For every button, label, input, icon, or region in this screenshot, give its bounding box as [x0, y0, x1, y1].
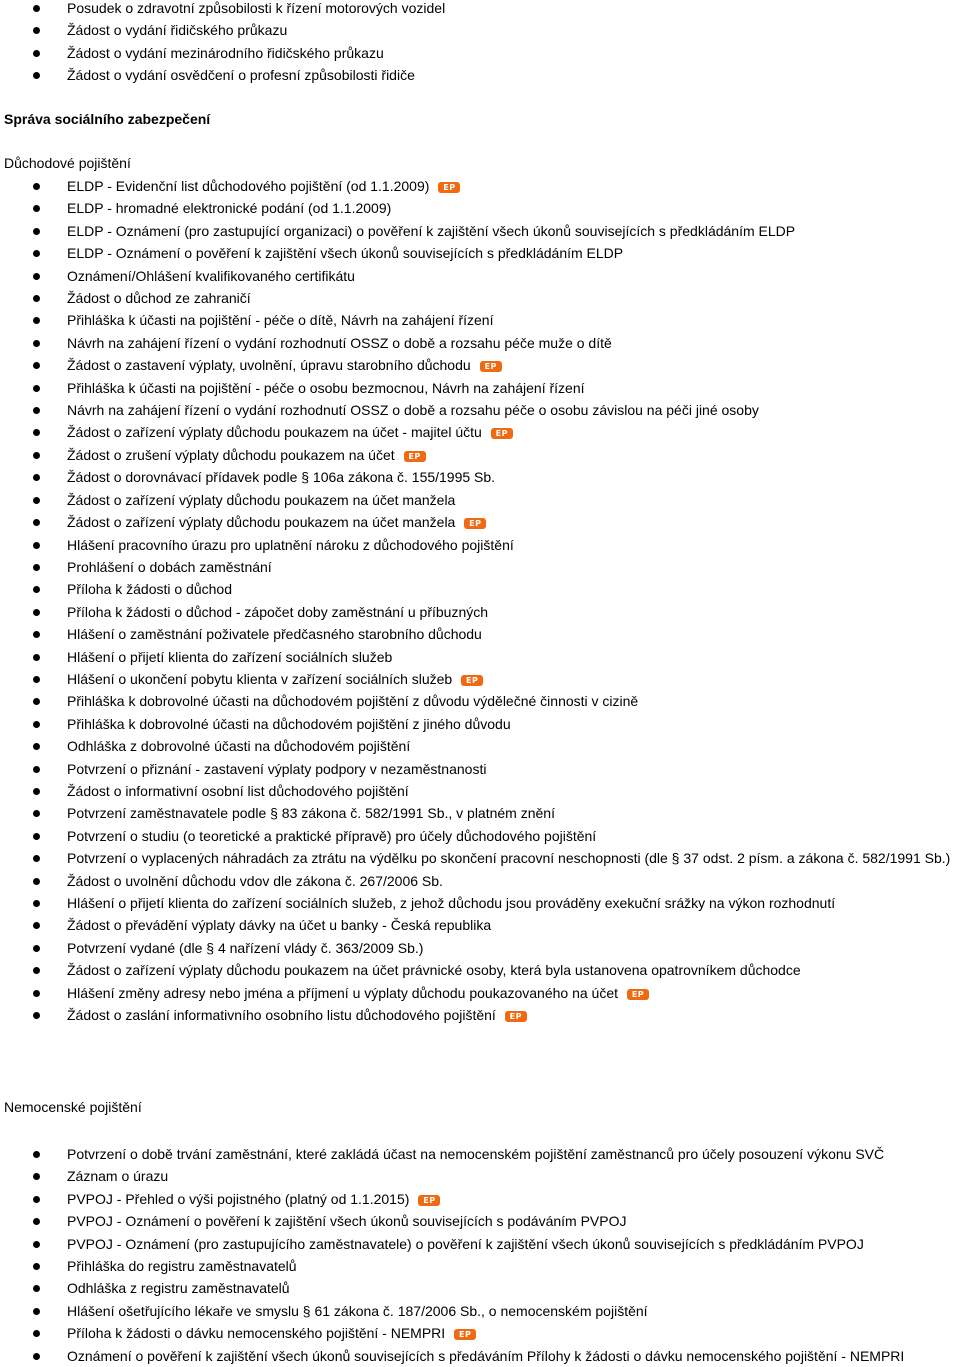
list-item-text: Přihláška do registru zaměstnavatelů	[67, 1258, 297, 1275]
list-item-text: Žádost o vydání řidičského průkazu	[67, 22, 288, 39]
list-item	[0, 19, 960, 41]
bullet-icon	[33, 183, 40, 190]
list-item	[0, 309, 960, 331]
bullet-icon	[33, 542, 40, 549]
bullet-icon	[33, 1263, 40, 1270]
list-item	[0, 1322, 960, 1344]
list-item	[0, 914, 960, 936]
bullet-icon	[33, 1173, 40, 1180]
list-item	[0, 1188, 960, 1210]
list-item-text: Prohlášení o dobách zaměstnání	[67, 558, 272, 575]
bullet-icon	[33, 1353, 40, 1360]
list-item-text: PVPOJ - Oznámení o pověření k zajištění všech úkonů souvisejících s podáváním PVPOJ	[67, 1213, 627, 1230]
bullet-icon	[33, 878, 40, 885]
list-item	[0, 377, 960, 399]
list-item	[0, 668, 960, 690]
bullet-icon	[33, 228, 40, 235]
list-item	[0, 690, 960, 712]
bullet-icon	[33, 833, 40, 840]
list-item	[0, 354, 960, 376]
list-item	[0, 1165, 960, 1187]
list-item	[0, 1277, 960, 1299]
bullet-icon	[33, 429, 40, 436]
bullet-icon	[33, 945, 40, 952]
bullet-icon	[33, 676, 40, 683]
list-item-text: PVPOJ - Přehled o výši pojistného (platný od 1.1.2015)	[67, 1190, 410, 1207]
list-item	[0, 623, 960, 645]
list-item-text: ELDP - Oznámení (pro zastupující organizaci) o pověření k zajištění všech úkonů souvisejících s předkládáním ELDP	[67, 222, 796, 239]
list-item	[0, 892, 960, 914]
list-item	[0, 1143, 960, 1165]
list-item-text: Odhláška z dobrovolné účasti na důchodovém pojištění	[67, 738, 411, 755]
list-item-text: Potvrzení o přiznání - zastavení výplaty podpory v nezaměstnanosti	[67, 760, 487, 777]
bullet-icon	[33, 362, 40, 369]
list-item-text: Přihláška k účasti na pojištění - péče o dítě, Návrh na zahájení řízení	[67, 312, 494, 329]
list-item-text: ELDP - Oznámení o pověření k zajištění všech úkonů souvisejících s předkládáním ELDP	[67, 245, 624, 262]
section-title: Správa sociálního zabezpečení	[4, 111, 211, 127]
bullet-icon	[33, 810, 40, 817]
list-item	[0, 197, 960, 219]
bullet-icon	[33, 452, 40, 459]
list-item	[0, 1345, 960, 1367]
list-item-text: Žádost o informativní osobní list důchodového pojištění	[67, 782, 409, 799]
list-item	[0, 42, 960, 64]
list-item-text: Příloha k žádosti o dávku nemocenského pojištění - NEMPRI	[67, 1325, 446, 1342]
list-item	[0, 758, 960, 780]
list-item	[0, 399, 960, 421]
bullet-icon	[33, 250, 40, 257]
bullet-icon	[33, 5, 40, 12]
bullet-icon	[33, 519, 40, 526]
list-item-text: Přihláška k účasti na pojištění - péče o osobu bezmocnou, Návrh na zahájení řízení	[67, 379, 585, 396]
list-item	[0, 332, 960, 354]
subsection-title-nemocenske: Nemocenské pojištění	[4, 1099, 142, 1115]
list-item-text: Přihláška k dobrovolné účasti na důchodovém pojištění z důvodu výdělečné činnosti v cizině	[67, 693, 639, 710]
ep-badge-icon[interactable]: EP	[464, 518, 486, 529]
bullet-icon	[33, 385, 40, 392]
bullet-icon	[33, 788, 40, 795]
bullet-icon	[33, 586, 40, 593]
bullet-icon	[33, 340, 40, 347]
list-item-text: ELDP - hromadné elektronické podání (od 1.1.2009)	[67, 200, 392, 217]
bullet-icon	[33, 72, 40, 79]
list-item-text: Žádost o vydání osvědčení o profesní způsobilosti řidiče	[67, 67, 415, 84]
bullet-icon	[33, 564, 40, 571]
list-item-text: Hlášení o zaměstnání poživatele předčasného starobního důchodu	[67, 626, 482, 643]
subsection-title-duchodove: Důchodové pojištění	[4, 155, 131, 171]
list-item	[0, 242, 960, 264]
list-item-text: Hlášení o přijetí klienta do zařízení sociálních služeb	[67, 648, 393, 665]
list-item	[0, 735, 960, 757]
bullet-icon	[33, 407, 40, 414]
ep-badge-icon[interactable]: EP	[627, 989, 649, 1000]
list-item-text: Potvrzení o studiu (o teoretické a praktické přípravě) pro účely důchodového pojištění	[67, 827, 597, 844]
bullet-icon	[33, 205, 40, 212]
bullet-icon	[33, 317, 40, 324]
list-item-text: Potvrzení vydané (dle § 4 nařízení vlády č. 363/2009 Sb.)	[67, 939, 424, 956]
bullet-icon	[33, 1285, 40, 1292]
bullet-icon	[33, 27, 40, 34]
list-item	[0, 646, 960, 668]
list-item-text: Posudek o zdravotní způsobilosti k řízení motorových vozidel	[67, 0, 446, 16]
bullet-icon	[33, 1151, 40, 1158]
bullet-icon	[33, 273, 40, 280]
list-item-text: Hlášení ošetřujícího lékaře ve smyslu § 61 zákona č. 187/2006 Sb., o nemocenském pojištění	[67, 1302, 648, 1319]
list-item-text: Hlášení o ukončení pobytu klienta v zařízení sociálních služeb	[67, 670, 453, 687]
list-item	[0, 64, 960, 86]
list-item	[0, 959, 960, 981]
ep-badge-icon[interactable]: EP	[454, 1329, 476, 1340]
list-item	[0, 265, 960, 287]
ep-badge-icon[interactable]: EP	[505, 1011, 527, 1022]
list-item	[0, 175, 960, 197]
bullet-icon	[33, 698, 40, 705]
list-item-text: Žádost o uvolnění důchodu vdov dle zákona č. 267/2006 Sb.	[67, 872, 443, 889]
list-item	[0, 421, 960, 443]
list-item	[0, 982, 960, 1004]
list-item-text: Hlášení o přijetí klienta do zařízení sociálních služeb, z jehož důchodu jsou prováděny exekuční srážky na výkon rozhodnutí	[67, 895, 836, 911]
bullet-icon	[33, 766, 40, 773]
list-item-text: Záznam o úrazu	[67, 1168, 169, 1185]
list-item-text: Žádost o zařízení výplaty důchodu poukazem na účet - majitel účtu	[67, 424, 482, 441]
list-item-text: Žádost o zaslání informativního osobního listu důchodového pojištění	[67, 1007, 496, 1024]
ep-badge-icon[interactable]: EP	[461, 675, 483, 686]
list-item	[0, 287, 960, 309]
list-item	[0, 0, 960, 19]
bullet-icon	[33, 1218, 40, 1225]
list-item	[0, 220, 960, 242]
bullet-icon	[33, 900, 40, 907]
bullet-icon	[33, 1012, 40, 1019]
list-item	[0, 825, 960, 847]
list-item-text: Žádost o zařízení výplaty důchodu poukazem na účet právnické osoby, která byla ustanovena opatrovníkem důchodce	[67, 962, 801, 979]
list-item	[0, 534, 960, 556]
ep-badge-icon[interactable]: EP	[491, 428, 513, 439]
list-item-text: Odhláška z registru zaměstnavatelů	[67, 1280, 290, 1297]
list-item	[0, 444, 960, 466]
list-item-text: Žádost o zrušení výplaty důchodu poukazem na účet	[67, 446, 395, 463]
bullet-icon	[33, 1330, 40, 1337]
ep-badge-icon[interactable]: EP	[418, 1195, 440, 1206]
list-item-text: Žádost o vydání mezinárodního řidičského průkazu	[67, 44, 384, 61]
bullet-icon	[33, 990, 40, 997]
list-item-text: Příloha k žádosti o důchod	[67, 581, 232, 598]
ep-badge-icon[interactable]: EP	[404, 451, 426, 462]
list-item	[0, 1004, 960, 1026]
bullet-icon	[33, 631, 40, 638]
bullet-icon	[33, 654, 40, 661]
list-item	[0, 870, 960, 892]
list-item	[0, 601, 960, 623]
list-item	[0, 511, 960, 533]
list-item-text: Žádost o zařízení výplaty důchodu poukazem na účet manžela	[67, 491, 456, 508]
list-item-text: Návrh na zahájení řízení o vydání rozhodnutí OSSZ o době a rozsahu péče muže o dítě	[67, 334, 612, 351]
list-item-text: Potvrzení zaměstnavatele podle § 83 zákona č. 582/1991 Sb., v platném znění	[67, 805, 555, 822]
bullet-icon	[33, 609, 40, 616]
bullet-icon	[33, 1196, 40, 1203]
list-item	[0, 713, 960, 735]
list-item-text: Návrh na zahájení řízení o vydání rozhodnutí OSSZ o době a rozsahu péče o osobu závislou na péči jiné osoby	[67, 402, 759, 419]
bullet-icon	[33, 743, 40, 750]
list-item-text: Žádost o důchod ze zahraničí	[67, 290, 251, 307]
ep-badge-icon[interactable]: EP	[480, 361, 502, 372]
list-item	[0, 1255, 960, 1277]
list-item-text: Oznámení o pověření k zajištění všech úkonů souvisejících s předáváním Přílohy k žádosti o dávku nemocenského pojištění - NEMPRI	[67, 1347, 905, 1364]
list-item-text: Hlášení pracovního úrazu pro uplatnění nároku z důchodového pojištění	[67, 536, 514, 553]
bullet-icon	[33, 1241, 40, 1248]
bullet-icon	[33, 1308, 40, 1315]
bullet-icon	[33, 474, 40, 481]
list-item-text: Potvrzení o době trvání zaměstnání, které zakládá účast na nemocenském pojištění zaměstnanců pro účely posouzení výkonu SVČ	[67, 1146, 885, 1162]
top-list	[0, 0, 960, 87]
nemocenske-list	[0, 1143, 960, 1367]
list-item-text: Žádost o dorovnávací přídavek podle § 106a zákona č. 155/1995 Sb.	[67, 469, 496, 486]
list-item-text: Oznámení/Ohlášení kvalifikovaného certifikátu	[67, 267, 355, 284]
bullet-icon	[33, 497, 40, 504]
list-item	[0, 578, 960, 600]
list-item	[0, 1300, 960, 1322]
bullet-icon	[33, 967, 40, 974]
bullet-icon	[33, 855, 40, 862]
list-item	[0, 802, 960, 824]
list-item	[0, 1210, 960, 1232]
list-item-text: Žádost o převádění výplaty dávky na účet u banky - Česká republika	[67, 917, 492, 934]
list-item-text: Potvrzení o vyplacených náhradách za ztrátu na výdělku po skončení pracovní neschopnosti (dle § 37 odst. 2 písm. a zákona č. 582/1991 Sb.)	[67, 850, 951, 867]
list-item-text: Žádost o zařízení výplaty důchodu poukazem na účet manžela	[67, 514, 456, 531]
bullet-icon	[33, 295, 40, 302]
list-item-text: Hlášení změny adresy nebo jména a příjmení u výplaty důchodu poukazovaného na účet	[67, 984, 619, 1001]
list-item	[0, 489, 960, 511]
bullet-icon	[33, 50, 40, 57]
list-item	[0, 1233, 960, 1255]
list-item-text: Přihláška k dobrovolné účasti na důchodovém pojištění z jiného důvodu	[67, 715, 511, 732]
bullet-icon	[33, 922, 40, 929]
list-item	[0, 780, 960, 802]
list-item-text: Žádost o zastavení výplaty, uvolnění, úpravu starobního důchodu	[67, 357, 471, 374]
list-item-text: Příloha k žádosti o důchod - zápočet doby zaměstnání u příbuzných	[67, 603, 489, 620]
list-item-text: ELDP - Evidenční list důchodového pojištění (od 1.1.2009)	[67, 178, 430, 194]
list-item	[0, 556, 960, 578]
list-item-text: PVPOJ - Oznámení (pro zastupujícího zaměstnavatele) o pověření k zajištění všech úkonů souvisejících s předkládáním PVPOJ	[67, 1235, 864, 1252]
list-item	[0, 847, 960, 869]
bullet-icon	[33, 721, 40, 728]
ep-badge-icon[interactable]: EP	[438, 182, 460, 193]
duchodove-list	[0, 175, 960, 1026]
list-item	[0, 466, 960, 488]
list-item	[0, 937, 960, 959]
